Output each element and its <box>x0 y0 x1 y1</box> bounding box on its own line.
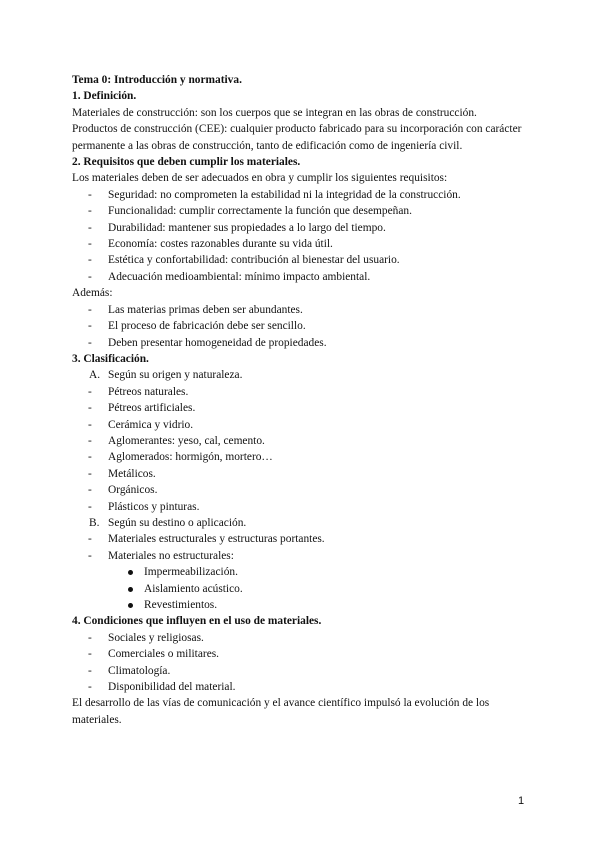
section-2-heading: 2. Requisitos que deben cumplir los materiales. <box>72 156 301 169</box>
list-item: - Pétreos artificiales. <box>72 400 532 416</box>
section-3-heading: 3. Clasificación. <box>72 352 149 365</box>
definition-materiales: Materiales de construcción: son los cuerpos que se integran en las obras de construcción. <box>72 106 477 119</box>
list-marker: A. <box>89 369 101 382</box>
list-item: - Materiales no estructurales: <box>72 548 532 564</box>
definition-productos: Productos de construcción (CEE): cualquier producto fabricado para su incorporación con carácter permanente a las obras de construcción, tanto de edificación como de ingeniería civil. <box>72 123 522 152</box>
sub-list-item-label: Aislamiento acústico. <box>144 582 243 595</box>
list-item: - Materiales estructurales y estructuras portantes. <box>72 531 532 547</box>
ademas-label: Además: <box>72 287 113 300</box>
requisitos-intro: Los materiales deben de ser adecuados en obra y cumplir los siguientes requisitos: <box>72 172 448 185</box>
section-1-heading: 1. Definición. <box>72 90 137 103</box>
clasificacion-a <box>72 367 532 383</box>
list-marker: B. <box>89 516 100 529</box>
list-item: - Aglomerantes: yeso, cal, cemento. <box>72 433 532 449</box>
bullet-icon <box>128 570 133 575</box>
list-item: - Orgánicos. <box>72 482 532 498</box>
list-item: - Disponibilidad del material. <box>72 679 532 695</box>
condiciones-list <box>72 630 532 696</box>
list-item-label: Según su origen y naturaleza. <box>108 369 243 382</box>
document-body <box>72 72 532 728</box>
list-item: - Funcionalidad: cumplir correctamente la función que desempeñan. <box>72 203 532 219</box>
sub-list-item <box>72 581 532 597</box>
list-item: - Deben presentar homogeneidad de propiedades. <box>72 335 532 351</box>
requisitos-list <box>72 187 532 285</box>
list-item: - Cerámica y vidrio. <box>72 417 532 433</box>
list-item: - Pétreos naturales. <box>72 384 532 400</box>
sub-list-item <box>72 597 532 613</box>
closing-paragraph: El desarrollo de las vías de comunicación y el avance científico impulsó la evolución de los materiales. <box>72 697 490 726</box>
page-number: 1 <box>518 795 525 807</box>
list-item: - Climatología. <box>72 663 532 679</box>
list-item: - Metálicos. <box>72 466 532 482</box>
list-item: - Comerciales o militares. <box>72 646 532 662</box>
section-4-heading: 4. Condiciones que influyen en el uso de materiales. <box>72 615 322 628</box>
document-title: Tema 0: Introducción y normativa. <box>72 74 242 86</box>
list-item: - Durabilidad: mantener sus propiedades a lo largo del tiempo. <box>72 220 532 236</box>
list-item: - Las materias primas deben ser abundantes. <box>72 302 532 318</box>
list-item: - Adecuación medioambiental: mínimo impacto ambiental. <box>72 269 532 285</box>
ademas-list <box>72 302 532 351</box>
sub-list-item <box>72 564 532 580</box>
bullet-icon <box>128 603 133 608</box>
bullet-icon <box>128 587 133 592</box>
sub-list-item-label: Revestimientos. <box>144 599 218 611</box>
list-item: - Plásticos y pinturas. <box>72 499 532 515</box>
clasificacion-list <box>72 367 532 613</box>
list-item-label: Según su destino o aplicación. <box>108 516 247 529</box>
list-item: - El proceso de fabricación debe ser sencillo. <box>72 318 532 334</box>
sub-list-item-label: Impermeabilización. <box>144 566 238 579</box>
list-item: - Economía: costes razonables durante su vida útil. <box>72 236 532 252</box>
list-item: - Sociales y religiosas. <box>72 630 532 646</box>
list-item: - Aglomerados: hormigón, mortero… <box>72 449 532 465</box>
list-item: - Estética y confortabilidad: contribución al bienestar del usuario. <box>72 252 532 268</box>
list-item: - Seguridad: no comprometen la estabilidad ni la integridad de la construcción. <box>72 187 532 203</box>
clasificacion-b <box>72 515 532 531</box>
